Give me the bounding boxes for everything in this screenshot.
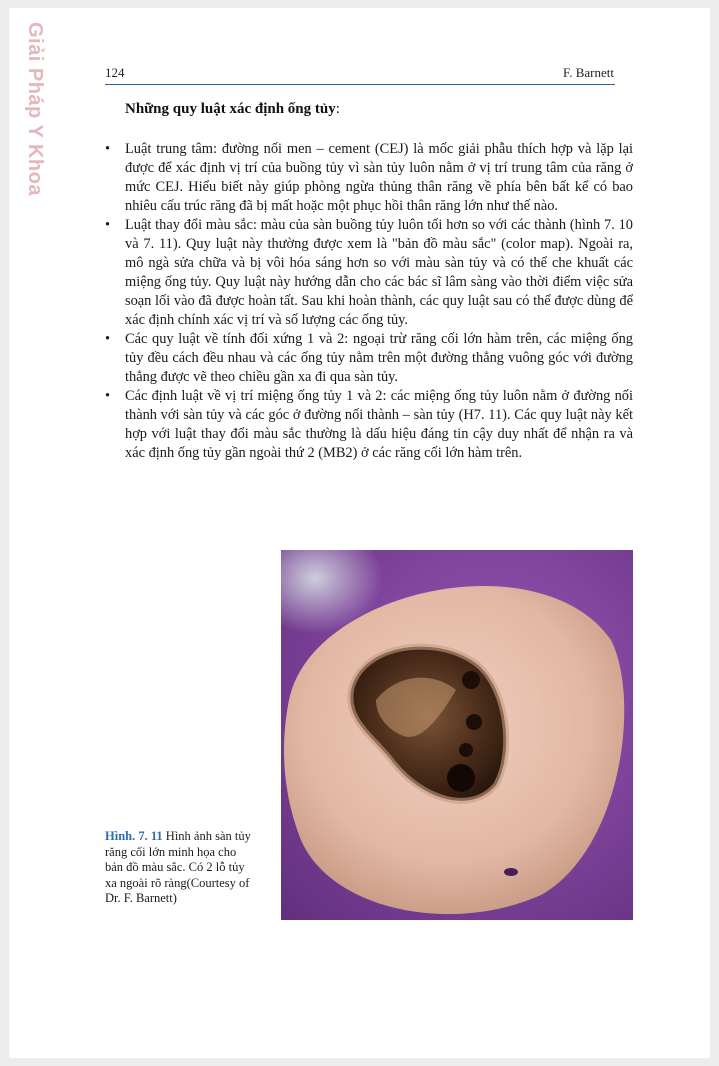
figure-caption-text: Hình ảnh sàn tủy răng cối lớn minh họa cho bản đồ màu sắc. Có 2 lỗ tủy xa ngoài rõ ràng(Courtesy of Dr. F. Barnett) — [105, 829, 251, 905]
rule-item — [105, 140, 633, 216]
book-page — [9, 8, 710, 1058]
figure-label: Hình. 7. 11 — [105, 829, 163, 843]
rule-text: Các quy luật về tính đối xứng 1 và 2: ngoại trừ răng cối lớn hàm trên, các miệng ống tủy đều cách đều nhau và các ống tủy nằm trên một đường thẳng vuông góc với đường thẳng được vẽ theo chiều gần xa đi qua sàn tủy. — [125, 331, 633, 385]
section-heading-text: Những quy luật xác định ống tủy — [125, 101, 336, 117]
bullet-icon: • — [105, 388, 111, 404]
canal-orifice-icon — [459, 743, 473, 757]
rule-item — [105, 216, 633, 330]
stain-mark — [504, 868, 518, 876]
running-header-author: F. Barnett — [563, 65, 614, 80]
rule-text: Luật thay đổi màu sắc: màu của sàn buồng tủy luôn tối hơn so với các thành (hình 7. 10 và 7. 11). Quy luật này thường được xem là "bản đồ màu sắc" (color map). Ngoài ra, mô ngà sửa chữa và bị vôi hóa sáng hơn so với màu sàn tủy và có thể che khuất các miệng ống tủy. Quy luật này hướng dẫn cho các bác sĩ lâm sàng vào thời điểm việc sửa soạn lối vào đã được hoàn tất. Sau khi hoàn thành, các quy luật sau có thể được dùng để xác định chính xác vị trí và số lượng các ống tủy. — [125, 217, 633, 328]
rule-item — [105, 387, 633, 463]
canal-orifice-icon — [462, 671, 480, 689]
bullet-icon: • — [105, 141, 111, 157]
bullet-icon: • — [105, 331, 111, 347]
rules-list — [105, 140, 633, 463]
bullet-icon: • — [105, 217, 111, 233]
rule-text: Luật trung tâm: đường nối men – cement (CEJ) là mốc giải phẫu thích hợp và lặp lại được để xác định vị trí của buồng tủy vì sàn tủy luôn nằm ở vị trí trung tâm của răng ở mức CEJ. Hiểu biết này giúp phòng ngừa thủng thân răng về phía bên bất kể có bao nhiêu cấu trúc răng đã bị mất hoặc một phục hồi thân răng lớn như thế nào. — [125, 141, 633, 214]
header-rule — [105, 84, 615, 85]
canal-orifice-icon — [466, 714, 482, 730]
figure-caption — [105, 829, 255, 907]
page-number: 124 — [105, 65, 125, 80]
canal-orifice-icon — [447, 764, 475, 792]
section-heading-colon: : — [335, 101, 340, 117]
rule-text: Các định luật về vị trí miệng ống tủy 1 và 2: các miệng ống tủy luôn nằm ở đường nối thành với sàn tủy và các góc ở đường nối thành – sàn tủy (H7. 11). Các quy luật này kết hợp với luật thay đổi màu sắc thường là dấu hiệu đáng tin cậy duy nhất để nhận ra và xác định ống tủy gần ngoài thứ 2 (MB2) ở các răng cối lớn hàm trên. — [125, 388, 633, 461]
tooth-photo-illustration — [281, 550, 633, 920]
section-heading — [125, 101, 340, 118]
rule-item — [105, 330, 633, 387]
watermark: Giải Pháp Y Khoa — [24, 22, 46, 196]
figure-tooth-pulp-floor-photo — [281, 550, 633, 920]
